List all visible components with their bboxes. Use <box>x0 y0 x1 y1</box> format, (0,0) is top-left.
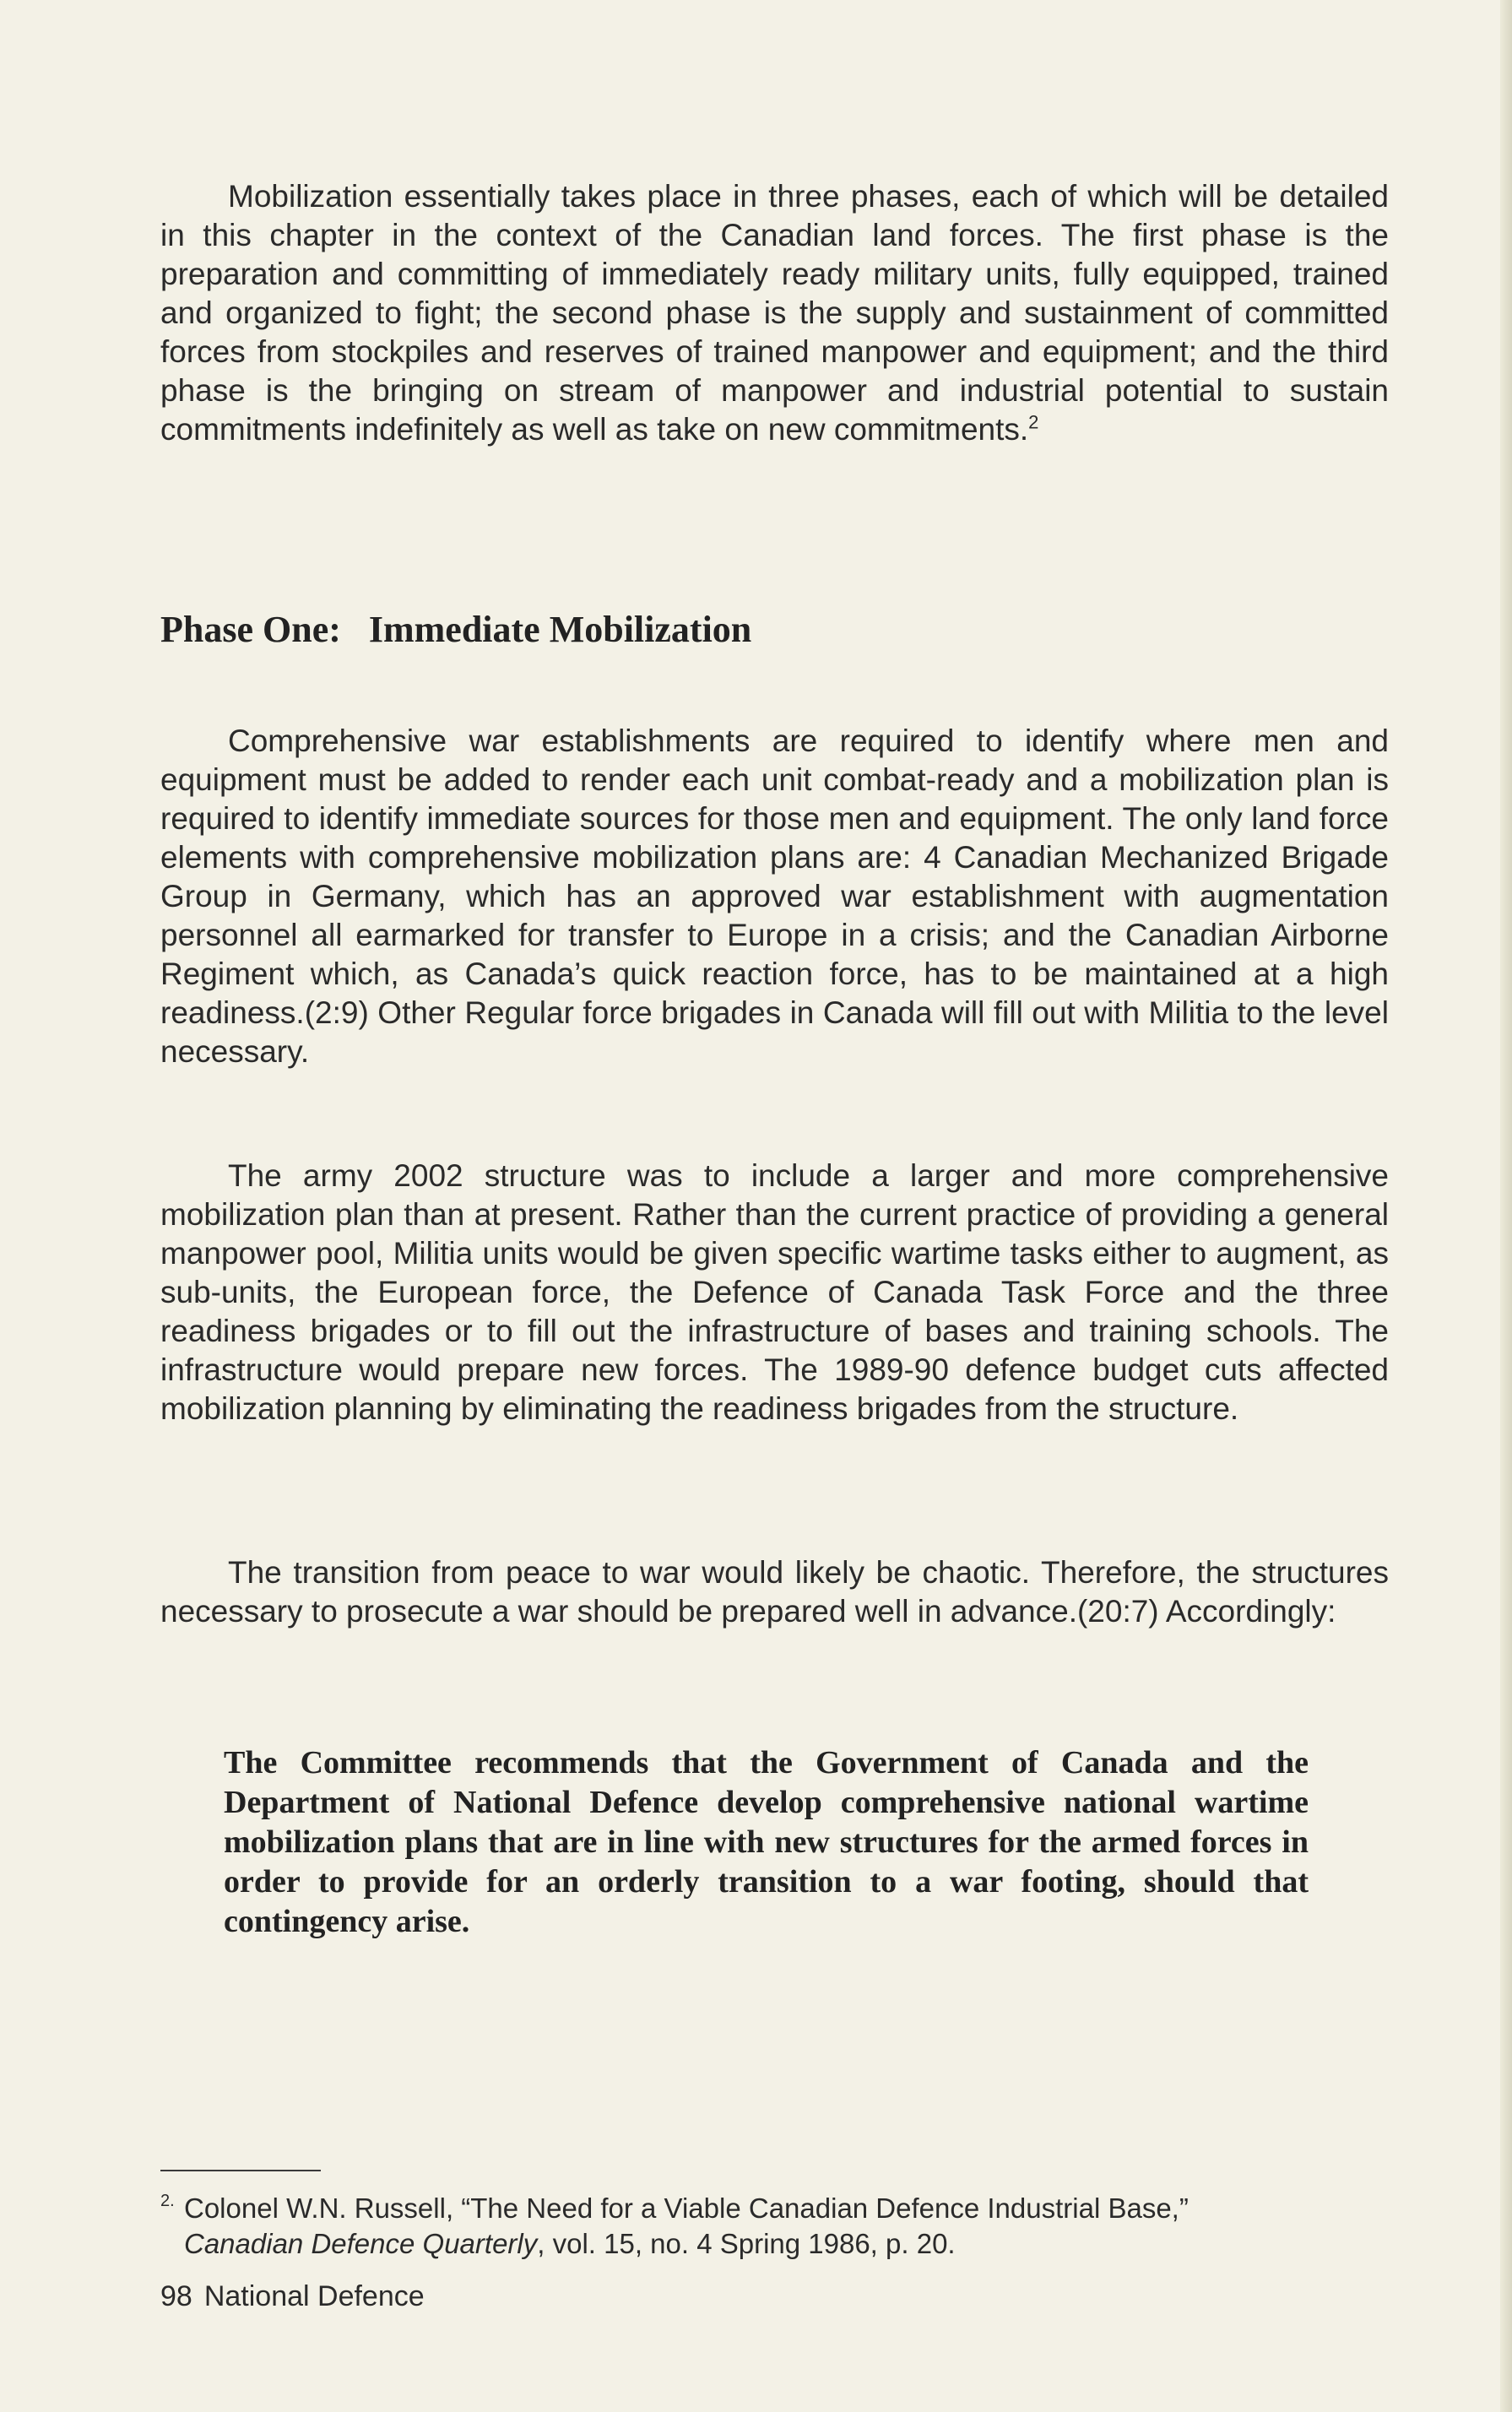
running-title: National Defence <box>203 2280 425 2312</box>
footnote-journal-details: , vol. 15, no. 4 Spring 1986, p. 20. <box>537 2228 956 2259</box>
paragraph-transition: The transition from peace to war would likely be chaotic. Therefore, the structures necessary to prosecute a war should be prepared well in advance.(20:7) Accordingly: <box>160 1555 1389 1629</box>
page-number: 98 <box>160 2280 192 2312</box>
footnote-citation-line: Colonel W.N. Russell, “The Need for a Viable Canadian Defence Industrial Base,” <box>184 2192 1189 2224</box>
footnote-divider <box>160 2170 321 2171</box>
paragraph-war-establishments: Comprehensive war establishments are required to identify where men and equipment must be added to render each unit combat-ready and a mobilization plan is required to identify immediate sources for those men and equipment. The only land force elements with comprehensive mobilization plans are: 4 Canadian Mechanized Brigade Group in Germany, which has an approved war establishment with augmentation personnel all earmarked for transfer to Europe in a crisis; and the Canadian Airborne Regiment which, as Canada’s quick reaction force, has to be maintained at a high readiness.(2:9) Other Regular force brigades in Canada will fill out with Militia to the level necessary. <box>160 724 1389 1069</box>
footnote-reference: 2 <box>1028 411 1039 433</box>
intro-paragraph <box>160 177 1389 449</box>
document-page <box>160 160 1389 2322</box>
footnote-journal-title: Canadian Defence Quarterly <box>184 2228 538 2259</box>
paragraph-army-2002: The army 2002 structure was to include a larger and more comprehensive mobilization plan than at present. Rather than the current practice of providing a general manpower pool, Militia units would be given specific wartime tasks either to augment, as sub-units, the European force, the Defence of Canada Task Force and the three readiness brigades or to fill out the infrastructure of bases and training schools. The infrastructure would prepare new forces. The 1989-90 defence budget cuts affected mobilization planning by eliminating the readiness brigades from the structure. <box>160 1158 1389 1426</box>
footnote-marker: 2. <box>160 2192 175 2210</box>
page-footer <box>160 2279 425 2313</box>
committee-recommendation: The Committee recommends that the Government of Canada and the Department of National Defence develop comprehensive national wartime mobilization plans that are in line with new structures for the armed forces in order to provide for an orderly transition to a war footing, should that contingency arise. <box>224 1745 1309 1939</box>
footnote <box>160 2191 1389 2262</box>
intro-paragraph-text: Mobilization essentially takes place in three phases, each of which will be detailed in this chapter in the context of the Canadian land forces. The first phase is the preparation and committing of immediately ready military units, fully equipped, trained and organized to fight; the second phase is the supply and sustainment of committed forces from stockpiles and reserves of trained manpower and equipment; and the third phase is the bringing on stream of manpower and industrial potential to sustain commitments indefinitely as well as take on new commitments. <box>160 179 1389 447</box>
page-edge-shadow <box>1500 0 1512 2412</box>
section-heading: Phase One: Immediate Mobilization <box>160 609 752 650</box>
